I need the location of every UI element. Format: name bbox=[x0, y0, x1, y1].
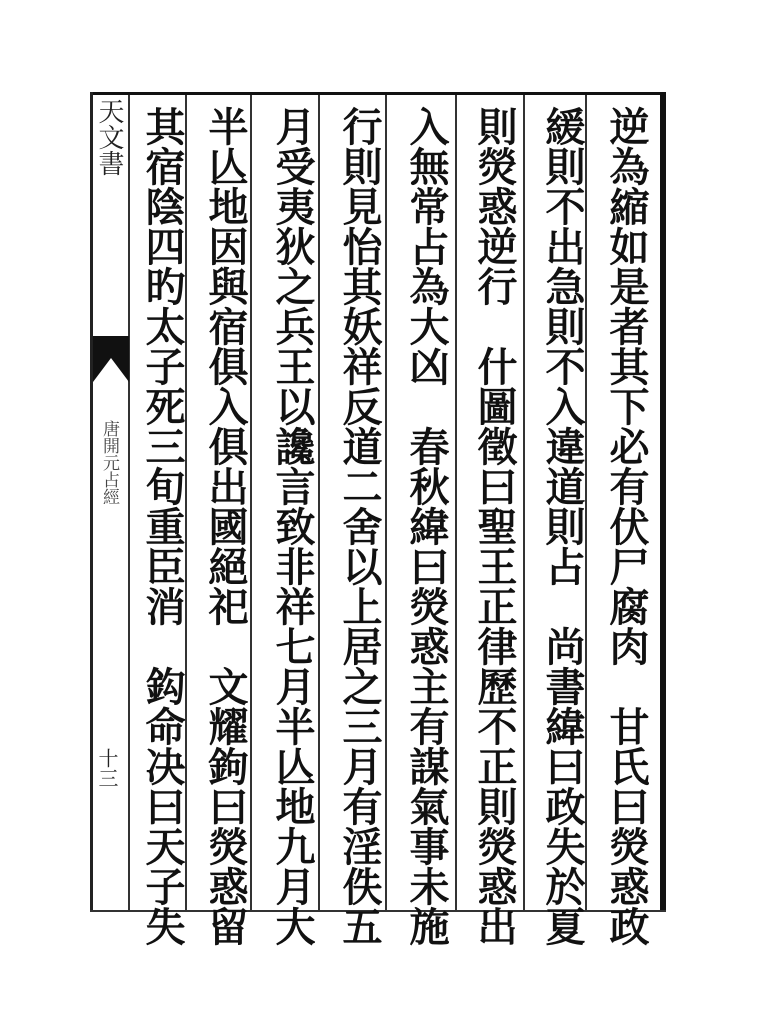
margin-page-number: 十三 bbox=[95, 748, 119, 788]
frame-top-border bbox=[90, 92, 665, 95]
frame-right-border bbox=[660, 92, 666, 912]
text-column-3: 則熒惑逆行 什圖徵曰聖王正律歷不正則熒惑出 bbox=[471, 106, 518, 946]
text-column-7: 半亾地因與宿俱入俱出國絕祀 文耀鉤曰熒惑留 bbox=[202, 106, 249, 946]
column-rule bbox=[523, 95, 525, 910]
frame-left-border bbox=[90, 92, 93, 912]
text-column-2: 緩則不出急則不入違道則占 尚書緯曰政失於夏 bbox=[539, 106, 586, 946]
fish-tail-mark-icon bbox=[93, 336, 129, 382]
text-column-4: 入無常占為大凶 春秋緯曰熒惑主有謀氣事未施 bbox=[403, 106, 450, 946]
column-rule bbox=[385, 95, 387, 910]
text-column-1: 逆為縮如是者其下必有伏尸腐肉 甘氏曰熒惑政 bbox=[603, 106, 650, 946]
margin-title: 天文書 bbox=[94, 98, 124, 176]
column-rule bbox=[250, 95, 252, 910]
column-rule bbox=[318, 95, 320, 910]
text-column-6: 月受夷狄之兵王以讒言致非祥七月半亾地九月大 bbox=[269, 106, 316, 946]
text-column-5: 行則見怡其妖祥反道二舍以上居之三月有淫佚五 bbox=[336, 106, 383, 946]
text-column-8: 其宿陰四旳太子死三旬重臣消 鈎命决曰天子失 bbox=[139, 106, 186, 946]
column-rule bbox=[455, 95, 457, 910]
margin-subtitle: 唐開元占經 bbox=[99, 420, 119, 505]
